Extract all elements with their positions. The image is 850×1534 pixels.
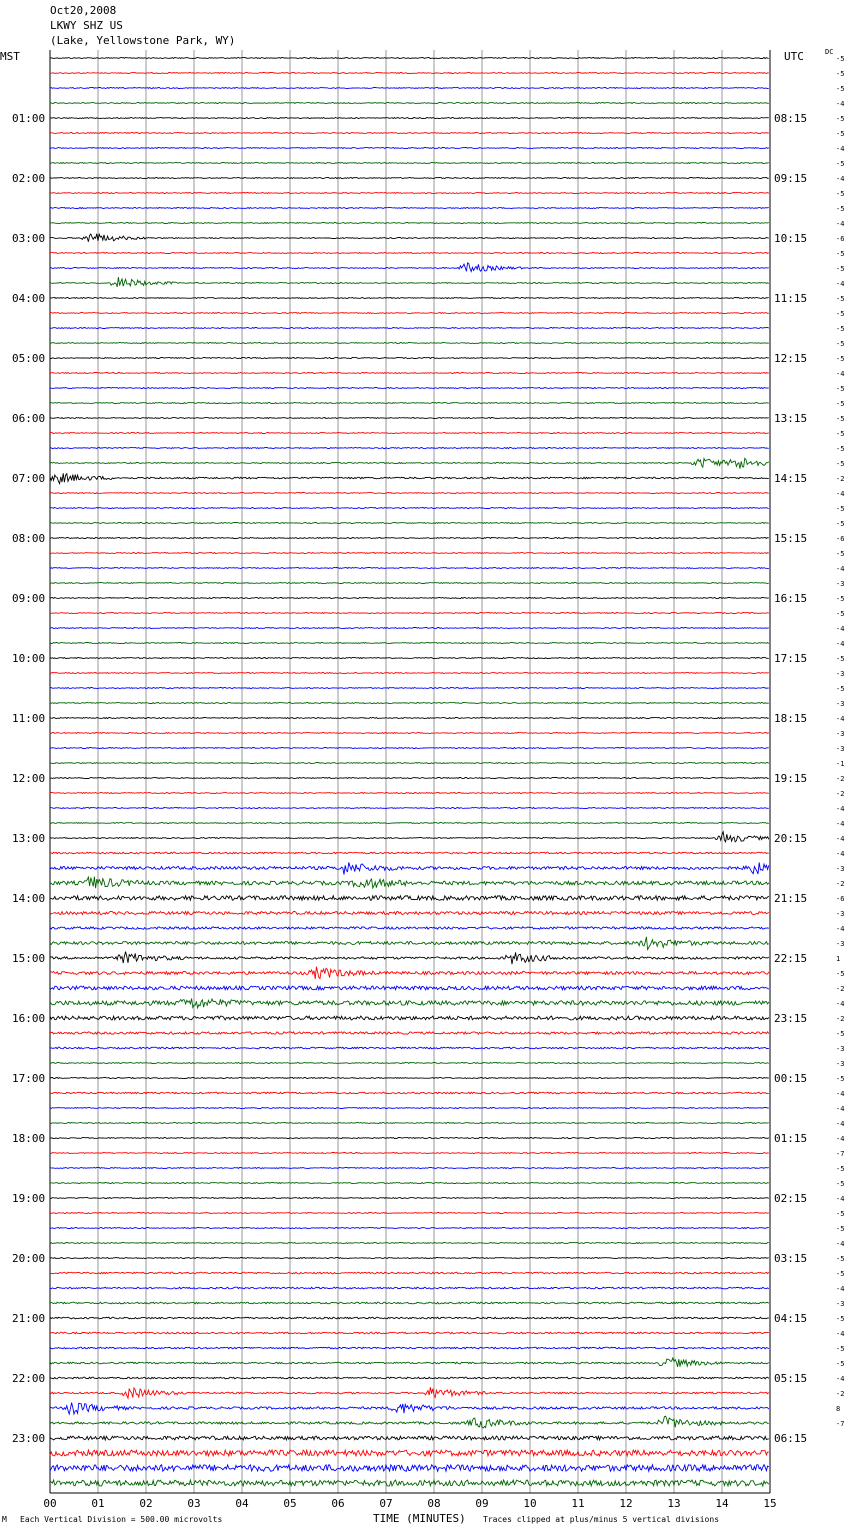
utc-hour-label: 23:15	[774, 1012, 808, 1025]
seismic-trace-82	[50, 1287, 769, 1289]
seismic-trace-80	[50, 1258, 769, 1259]
seismic-trace-64	[50, 1016, 769, 1020]
seismic-trace-49	[50, 793, 769, 794]
utc-hour-label: 02:15	[774, 1192, 808, 1205]
dc-offset-label: -4	[836, 100, 845, 108]
mst-hour-label: 06:00	[12, 412, 46, 425]
dc-offset-label: -2	[836, 475, 845, 483]
seismic-trace-5	[50, 133, 769, 134]
mst-hour-label: 04:00	[12, 292, 46, 305]
seismic-trace-55	[50, 877, 769, 889]
seismic-trace-60	[50, 952, 769, 965]
dc-offset-label: -4	[836, 805, 845, 813]
seismic-trace-53	[50, 852, 769, 854]
seismic-trace-87	[50, 1358, 769, 1367]
dc-offset-label: -4	[836, 925, 845, 933]
seismic-trace-69	[50, 1092, 769, 1094]
seismic-trace-91	[50, 1416, 769, 1428]
dc-offset-label: -3	[836, 1300, 845, 1308]
scale-note: Each Vertical Division = 500.00 microvolts	[20, 1515, 223, 1524]
plot-date: Oct20,2008	[50, 4, 117, 17]
dc-offset-label: -5	[836, 520, 845, 528]
seismic-trace-25	[50, 433, 769, 434]
dc-offset-label: -4	[836, 1000, 845, 1008]
seismic-trace-9	[50, 193, 769, 194]
dc-offset-label: -7	[836, 1150, 845, 1158]
dc-offset-label: -2	[836, 880, 845, 888]
seismic-trace-22	[50, 388, 769, 389]
dc-offset-label: -2	[836, 790, 845, 798]
seismic-trace-42	[50, 688, 769, 689]
seismic-trace-86	[50, 1347, 769, 1349]
dc-offset-label: -4	[836, 835, 845, 843]
seismic-trace-90	[50, 1403, 769, 1415]
seismic-trace-40	[50, 658, 769, 659]
seismic-trace-37	[50, 613, 769, 614]
seismic-trace-88	[50, 1377, 769, 1379]
utc-hour-label: 03:15	[774, 1252, 808, 1265]
dc-offset-label: -5	[836, 1075, 845, 1083]
dc-offset-label: -5	[836, 265, 845, 273]
mst-hour-label: 02:00	[12, 172, 46, 185]
dc-offset-label: -4	[836, 1090, 845, 1098]
dc-offset-label: -4	[836, 1285, 845, 1293]
seismic-trace-50	[50, 808, 769, 809]
seismic-trace-18	[50, 328, 769, 329]
dc-offset-label: -7	[836, 1420, 845, 1428]
seismic-trace-7	[50, 163, 769, 164]
seismic-trace-19	[50, 343, 769, 344]
dc-offset-label: -5	[836, 1360, 845, 1368]
dc-offset-label: -4	[836, 145, 845, 153]
dc-offset-label: -5	[836, 325, 845, 333]
seismic-trace-3	[50, 103, 769, 104]
dc-offset-label: -5	[836, 250, 845, 258]
dc-offset-label: -4	[836, 370, 845, 378]
dc-offset-label: -4	[836, 220, 845, 228]
seismic-trace-20	[50, 358, 769, 359]
dc-offset-label: 8	[836, 1405, 841, 1413]
dc-offset-label: -4	[836, 850, 845, 858]
dc-offset-label: -4	[836, 1135, 845, 1143]
seismic-trace-39	[50, 643, 769, 644]
utc-hour-label: 04:15	[774, 1312, 808, 1325]
seismic-trace-52	[50, 832, 769, 842]
dc-offset-label: -4	[836, 1105, 845, 1113]
seismic-trace-10	[50, 208, 769, 209]
seismic-trace-78	[50, 1228, 769, 1229]
utc-hour-label: 21:15	[774, 892, 808, 905]
dc-offset-label: -5	[836, 310, 845, 318]
dc-offset-label: -5	[836, 445, 845, 453]
dc-offset-label: -4	[836, 625, 845, 633]
seismic-trace-4	[50, 118, 769, 119]
mst-hour-label: 13:00	[12, 832, 46, 845]
dc-offset-label: -5	[836, 430, 845, 438]
seismic-trace-46	[50, 748, 769, 749]
dc-offset-label: -6	[836, 895, 845, 903]
seismic-trace-71	[50, 1123, 769, 1124]
seismic-trace-17	[50, 313, 769, 314]
mst-hour-label: 22:00	[12, 1372, 46, 1385]
dc-offset-label: -2	[836, 1390, 845, 1398]
dc-offset-label: -3	[836, 910, 845, 918]
mst-hour-label: 21:00	[12, 1312, 46, 1325]
seismic-trace-1	[50, 73, 769, 74]
dc-offset-label: -5	[836, 415, 845, 423]
dc-offset-label: -5	[836, 1255, 845, 1263]
seismic-trace-47	[50, 763, 769, 764]
mst-axis-title: MST	[0, 50, 20, 63]
seismic-trace-13	[50, 253, 769, 254]
seismic-trace-36	[50, 598, 769, 599]
dc-offset-label: -4	[836, 640, 845, 648]
seismic-trace-77	[50, 1213, 769, 1214]
seismic-trace-24	[50, 418, 769, 419]
utc-hour-label: 16:15	[774, 592, 808, 605]
dc-offset-label: -5	[836, 970, 845, 978]
seismic-trace-89	[50, 1387, 769, 1398]
dc-offset-label: -2	[836, 985, 845, 993]
seismic-trace-15	[50, 277, 769, 287]
seismic-trace-57	[50, 912, 769, 915]
station-location: (Lake, Yellowstone Park, WY)	[50, 34, 236, 47]
dc-offset-label: -5	[836, 595, 845, 603]
utc-hour-label: 09:15	[774, 172, 808, 185]
dc-offset-label: -5	[836, 160, 845, 168]
seismic-trace-16	[50, 298, 769, 299]
utc-hour-label: 01:15	[774, 1132, 808, 1145]
seismic-trace-76	[50, 1198, 769, 1199]
dc-offset-label: -3	[836, 865, 845, 873]
seismic-trace-32	[50, 538, 769, 539]
seismic-trace-12	[50, 234, 769, 242]
dc-offset-label: -4	[836, 715, 845, 723]
dc-offset-label: -3	[836, 745, 845, 753]
seismic-trace-2	[50, 88, 769, 89]
dc-offset-label: -4	[836, 1240, 845, 1248]
dc-offset-label: -4	[836, 490, 845, 498]
dc-offset-label: -6	[836, 535, 845, 543]
dc-offset-label: -1	[836, 760, 845, 768]
dc-offset-label: -3	[836, 580, 845, 588]
mst-hour-label: 16:00	[12, 1012, 46, 1025]
dc-offset-label: -5	[836, 610, 845, 618]
dc-offset-label: -5	[836, 55, 845, 63]
x-tick-label: 13	[667, 1497, 681, 1510]
dc-offset-label: -4	[836, 1330, 845, 1338]
dc-offset-label: -5	[836, 1180, 845, 1188]
dc-offset-title: DC	[825, 48, 834, 56]
dc-offset-label: -4	[836, 565, 845, 573]
seismic-trace-73	[50, 1153, 769, 1154]
dc-offset-label: -5	[836, 1225, 845, 1233]
x-tick-label: 01	[91, 1497, 105, 1510]
dc-offset-label: -5	[836, 130, 845, 138]
utc-hour-label: 05:15	[774, 1372, 808, 1385]
station-code: LKWY SHZ US	[50, 19, 123, 32]
mst-hour-label: 17:00	[12, 1072, 46, 1085]
dc-offset-label: -5	[836, 550, 845, 558]
seismic-trace-79	[50, 1243, 769, 1244]
dc-offset-label: -5	[836, 70, 845, 78]
seismic-trace-93	[50, 1450, 769, 1456]
seismic-trace-63	[50, 999, 769, 1008]
dc-offset-label: -4	[836, 1375, 845, 1383]
utc-axis-title: UTC	[784, 50, 804, 63]
utc-hour-label: 19:15	[774, 772, 808, 785]
mst-hour-label: 18:00	[12, 1132, 46, 1145]
mst-hour-label: 10:00	[12, 652, 46, 665]
dc-offset-label: -5	[836, 340, 845, 348]
seismic-trace-94	[50, 1465, 769, 1472]
seismic-trace-74	[50, 1168, 769, 1169]
seismic-trace-30	[50, 508, 769, 509]
x-tick-label: 04	[235, 1497, 249, 1510]
mst-hour-label: 09:00	[12, 592, 46, 605]
x-tick-label: 05	[283, 1497, 297, 1510]
dc-offset-label: -5	[836, 1165, 845, 1173]
utc-hour-label: 15:15	[774, 532, 808, 545]
corner-mark: M	[2, 1515, 7, 1524]
seismic-trace-92	[50, 1436, 769, 1440]
dc-offset-label: -5	[836, 190, 845, 198]
seismic-trace-83	[50, 1302, 769, 1304]
seismic-trace-85	[50, 1332, 769, 1334]
dc-offset-label: -3	[836, 700, 845, 708]
utc-hour-label: 18:15	[774, 712, 808, 725]
utc-hour-label: 10:15	[774, 232, 808, 245]
seismic-trace-58	[50, 927, 769, 929]
seismic-trace-41	[50, 673, 769, 674]
utc-hour-label: 14:15	[774, 472, 808, 485]
x-tick-label: 07	[379, 1497, 393, 1510]
mst-hour-label: 23:00	[12, 1432, 46, 1445]
seismic-trace-11	[50, 223, 769, 224]
mst-hour-label: 15:00	[12, 952, 46, 965]
x-tick-label: 08	[427, 1497, 441, 1510]
seismic-trace-51	[50, 823, 769, 824]
x-tick-label: 10	[523, 1497, 537, 1510]
x-tick-label: 03	[187, 1497, 201, 1510]
x-tick-label: 06	[331, 1497, 345, 1510]
utc-hour-label: 12:15	[774, 352, 808, 365]
dc-offset-label: -5	[836, 1345, 845, 1353]
x-tick-label: 11	[571, 1497, 585, 1510]
x-tick-label: 14	[715, 1497, 729, 1510]
seismic-trace-56	[50, 896, 769, 900]
seismic-trace-23	[50, 403, 769, 404]
mst-hour-label: 01:00	[12, 112, 46, 125]
dc-offset-label: -2	[836, 1015, 845, 1023]
seismic-trace-35	[50, 583, 769, 584]
dc-offset-label: -5	[836, 1270, 845, 1278]
seismic-trace-27	[50, 458, 769, 468]
dc-offset-label: -5	[836, 505, 845, 513]
seismic-trace-14	[50, 263, 769, 272]
seismic-trace-44	[50, 718, 769, 719]
utc-hour-label: 20:15	[774, 832, 808, 845]
seismic-trace-68	[50, 1078, 769, 1079]
utc-hour-label: 06:15	[774, 1432, 808, 1445]
x-tick-label: 09	[475, 1497, 489, 1510]
dc-offset-label: -5	[836, 85, 845, 93]
mst-hour-label: 08:00	[12, 532, 46, 545]
clip-note: Traces clipped at plus/minus 5 vertical divisions	[483, 1515, 720, 1524]
dc-offset-label: -5	[836, 460, 845, 468]
seismic-trace-33	[50, 553, 769, 554]
dc-offset-label: -5	[836, 400, 845, 408]
utc-hour-label: 08:15	[774, 112, 808, 125]
dc-offset-label: -5	[836, 1315, 845, 1323]
seismic-trace-31	[50, 523, 769, 524]
dc-offset-label: -5	[836, 115, 845, 123]
dc-offset-label: -5	[836, 1210, 845, 1218]
mst-hour-label: 11:00	[12, 712, 46, 725]
x-tick-label: 15	[763, 1497, 777, 1510]
x-tick-label: 00	[43, 1497, 57, 1510]
seismic-trace-43	[50, 703, 769, 704]
seismic-trace-61	[50, 967, 769, 979]
dc-offset-label: 1	[836, 955, 841, 963]
seismic-trace-84	[50, 1317, 769, 1319]
dc-offset-label: -4	[836, 1195, 845, 1203]
x-axis-title: TIME (MINUTES)	[373, 1512, 466, 1525]
seismic-trace-48	[50, 778, 769, 779]
seismic-trace-26	[50, 448, 769, 449]
seismic-trace-0	[50, 58, 769, 59]
seismic-trace-81	[50, 1272, 769, 1274]
seismic-trace-67	[50, 1063, 769, 1064]
dc-offset-label: -5	[836, 1030, 845, 1038]
dc-offset-label: -4	[836, 280, 845, 288]
dc-offset-label: -5	[836, 685, 845, 693]
seismic-trace-34	[50, 568, 769, 569]
mst-hour-label: 20:00	[12, 1252, 46, 1265]
seismic-trace-21	[50, 373, 769, 374]
dc-offset-label: -3	[836, 940, 845, 948]
seismic-trace-95	[50, 1480, 769, 1486]
mst-hour-label: 12:00	[12, 772, 46, 785]
dc-offset-label: -5	[836, 385, 845, 393]
dc-offset-label: -4	[836, 1120, 845, 1128]
dc-offset-label: -5	[836, 655, 845, 663]
seismic-trace-54	[50, 862, 769, 874]
x-tick-label: 12	[619, 1497, 633, 1510]
seismic-trace-75	[50, 1183, 769, 1184]
seismic-trace-72	[50, 1138, 769, 1139]
seismic-trace-65	[50, 1032, 769, 1034]
mst-hour-label: 14:00	[12, 892, 46, 905]
seismic-trace-62	[50, 986, 769, 990]
dc-offset-label: -5	[836, 205, 845, 213]
seismic-trace-70	[50, 1108, 769, 1109]
dc-offset-label: -6	[836, 235, 845, 243]
utc-hour-label: 00:15	[774, 1072, 808, 1085]
dc-offset-label: -3	[836, 730, 845, 738]
utc-hour-label: 22:15	[774, 952, 808, 965]
seismic-trace-6	[50, 148, 769, 149]
dc-offset-label: -2	[836, 775, 845, 783]
dc-offset-label: -3	[836, 1060, 845, 1068]
seismic-trace-29	[50, 493, 769, 494]
mst-hour-label: 03:00	[12, 232, 46, 245]
utc-hour-label: 13:15	[774, 412, 808, 425]
dc-offset-label: -3	[836, 670, 845, 678]
utc-hour-label: 17:15	[774, 652, 808, 665]
mst-hour-label: 19:00	[12, 1192, 46, 1205]
seismic-trace-45	[50, 733, 769, 734]
mst-hour-label: 07:00	[12, 472, 46, 485]
dc-offset-label: -4	[836, 175, 845, 183]
dc-offset-label: -3	[836, 1045, 845, 1053]
seismic-trace-28	[50, 473, 769, 483]
dc-offset-label: -4	[836, 820, 845, 828]
dc-offset-label: -5	[836, 355, 845, 363]
seismic-trace-59	[50, 937, 769, 950]
mst-hour-label: 05:00	[12, 352, 46, 365]
seismic-trace-38	[50, 628, 769, 629]
utc-hour-label: 11:15	[774, 292, 808, 305]
seismic-trace-66	[50, 1047, 769, 1049]
dc-offset-label: -5	[836, 295, 845, 303]
x-tick-label: 02	[139, 1497, 153, 1510]
seismic-trace-8	[50, 178, 769, 179]
